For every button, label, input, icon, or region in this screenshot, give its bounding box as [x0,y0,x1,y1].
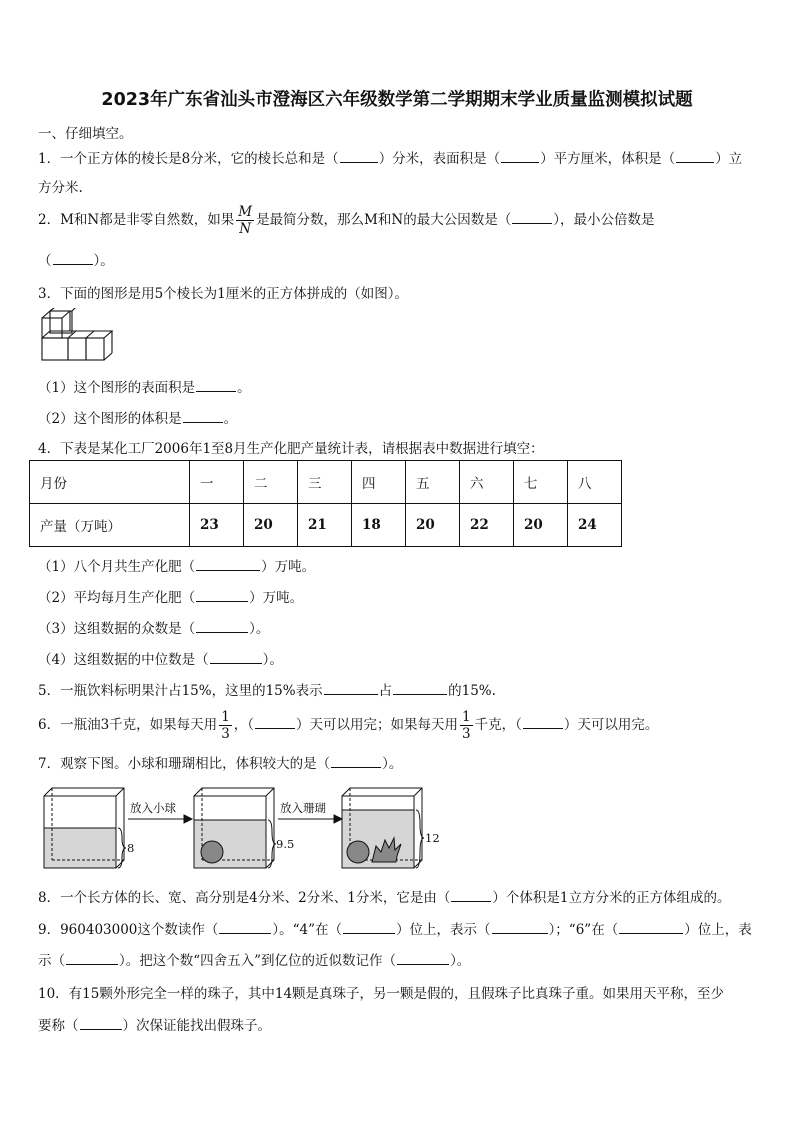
water-tank-diagram [38,782,442,872]
q1-text: 1．一个正方体的棱长是8分米，它的棱长总和是（ [38,151,339,167]
q9-text: ）；“6”在（ [548,922,619,938]
q4-sub-text: ）。 [262,652,283,668]
question-3-sub2 [38,407,237,427]
q4-sub-text: （4）这组数据的中位数是（ [38,652,209,668]
q4-sub-text: （1）八个月共生产化肥（ [38,559,196,575]
answer-blank[interactable] [501,150,539,163]
table-cell: 20 [244,504,298,547]
section-heading: 一、仔细填空。 [38,126,133,142]
answer-blank[interactable] [196,558,260,571]
q6-text: 千克，（ [474,717,522,733]
answer-blank[interactable] [183,410,223,423]
q7-text: 7．观察下图。小球和珊瑚相比，体积较大的是（ [38,756,331,772]
q7-text: ）。 [382,756,403,772]
cube-figure [38,308,122,364]
q4-sub-text: ）万吨。 [249,590,304,606]
fraction-one-third [460,709,473,742]
question-5 [38,679,496,699]
q2-text: ），最小公倍数是 [553,212,655,228]
answer-blank[interactable] [331,755,381,768]
table-header-cell: 月份 [30,461,190,504]
question-4-sub3 [38,617,269,637]
table-cell: 22 [460,504,514,547]
fraction-denominator: 3 [221,726,230,742]
answer-blank[interactable] [324,682,378,695]
q4-sub-text: ）万吨。 [261,559,316,575]
page-title: 2023年广东省汕头市澄海区六年级数学第二学期期末学业质量监测模拟试题 [101,90,693,110]
answer-blank[interactable] [196,620,248,633]
answer-blank[interactable] [210,651,262,664]
q1-text: ）立 [715,151,743,167]
arrow-label: 放入小球 [130,801,176,815]
fraction-numerator: 1 [221,709,230,725]
answer-blank[interactable] [397,952,449,965]
answer-blank[interactable] [619,921,683,934]
fraction-denominator: 3 [462,726,471,742]
answer-blank[interactable] [523,716,563,729]
table-row-label: 产量（万吨） [30,504,190,547]
q2-text: （ [38,253,52,269]
question-6 [38,709,658,742]
fraction-numerator: 1 [462,709,471,725]
table-cell: 20 [514,504,568,547]
answer-blank[interactable] [512,211,552,224]
answer-blank[interactable] [219,921,271,934]
answer-blank[interactable] [676,150,714,163]
question-3-sub1 [38,376,251,396]
q6-text: ，（ [233,717,255,733]
fraction-m-over-n [236,204,254,237]
question-7 [38,752,402,772]
height-label: 9.5 [276,837,295,851]
q3-sub-text: （1）这个图形的表面积是 [38,380,196,396]
q2-text: 2．M和N都是非零自然数，如果 [38,212,235,228]
question-2-cont [38,249,114,269]
table-row [30,504,622,547]
q5-text: 的15%. [448,683,496,699]
q9-text: ）。把这个数“四舍五入”到亿位的近似数记作（ [119,953,397,969]
answer-blank[interactable] [196,589,248,602]
q10-text: 要称（ [38,1018,79,1034]
q4-sub-text: （2）平均每月生产化肥（ [38,590,196,606]
height-label: 8 [127,841,135,855]
height-label: 12 [425,831,440,845]
answer-blank[interactable] [80,1017,122,1030]
question-9-cont [38,949,470,969]
q9-text: ）。 [450,953,471,969]
table-header-cell: 七 [514,461,568,504]
q3-sub-text: 。 [237,380,251,396]
question-2 [38,204,654,237]
production-table [29,460,622,547]
answer-blank[interactable] [393,682,447,695]
q2-text: 是最简分数，那么M和N的最大公因数是（ [256,212,512,228]
question-1 [38,147,742,167]
table-cell: 21 [298,504,352,547]
q9-text: 示（ [38,953,65,969]
question-1-cont: 方分米. [38,180,83,196]
q3-sub-text: （2）这个图形的体积是 [38,411,182,427]
fraction-denominator: N [239,221,252,237]
answer-blank[interactable] [451,889,491,902]
table-cell: 24 [568,504,622,547]
q9-text: ）。“4”在（ [272,922,343,938]
answer-blank[interactable] [492,921,548,934]
q9-text: 9．960403000这个数读作（ [38,922,219,938]
answer-blank[interactable] [343,921,395,934]
answer-blank[interactable] [66,952,118,965]
q5-text: 占 [378,683,393,699]
table-cell: 20 [406,504,460,547]
answer-blank[interactable] [340,150,378,163]
q6-text: ）天可以用完；如果每天用 [296,717,459,733]
q2-text: ）。 [93,253,114,269]
question-10-cont [38,1014,271,1034]
table-header-cell: 四 [352,461,406,504]
question-8 [38,886,730,906]
answer-blank[interactable] [196,379,236,392]
q4-sub-text: ）。 [249,621,270,637]
q9-text: ）位上，表 [684,922,752,938]
q9-text: ）位上，表示（ [396,922,491,938]
q10-text: ）次保证能找出假珠子。 [122,1018,271,1034]
table-cell: 18 [352,504,406,547]
question-10: 10．有15颗外形完全一样的珠子，其中14颗是真珠子，另一颗是假的，且假珠子比真珠子重。如果用天平称，至少 [38,986,725,1002]
q6-text: 6．一瓶油3千克，如果每天用 [38,717,218,733]
question-9 [38,918,752,938]
q3-sub-text: 。 [223,411,238,427]
answer-blank[interactable] [53,252,93,265]
answer-blank[interactable] [255,716,295,729]
arrow-label: 放入珊瑚 [280,801,326,815]
table-header-row [30,461,622,504]
table-header-cell: 二 [244,461,298,504]
table-header-cell: 五 [406,461,460,504]
q1-text: ）分米，表面积是（ [378,151,501,167]
q1-text: ）平方厘米，体积是（ [540,151,676,167]
q6-text: ）天可以用完。 [563,717,659,733]
fraction-one-third [219,709,232,742]
fraction-numerator: M [238,204,253,220]
q8-text: 8．一个长方体的长、宽、高分别是4分米、2分米、1分米，它是由（ [38,890,451,906]
q8-text: ）个体积是1立方分米的正方体组成的。 [492,890,731,906]
table-header-cell: 一 [190,461,244,504]
question-4: 4．下表是某化工厂2006年1至8月生产化肥产量统计表，请根据表中数据进行填空： [38,441,544,457]
question-4-sub4 [38,648,283,668]
table-header-cell: 六 [460,461,514,504]
question-4-sub2 [38,586,303,606]
table-header-cell: 八 [568,461,622,504]
table-header-cell: 三 [298,461,352,504]
table-cell: 23 [190,504,244,547]
question-3: 3．下面的图形是用5个棱长为1厘米的正方体拼成的（如图）。 [38,286,409,302]
question-4-sub1 [38,555,315,575]
q4-sub-text: （3）这组数据的众数是（ [38,621,196,637]
q5-text: 5．一瓶饮料标明果汁占15%，这里的15%表示 [38,683,323,699]
